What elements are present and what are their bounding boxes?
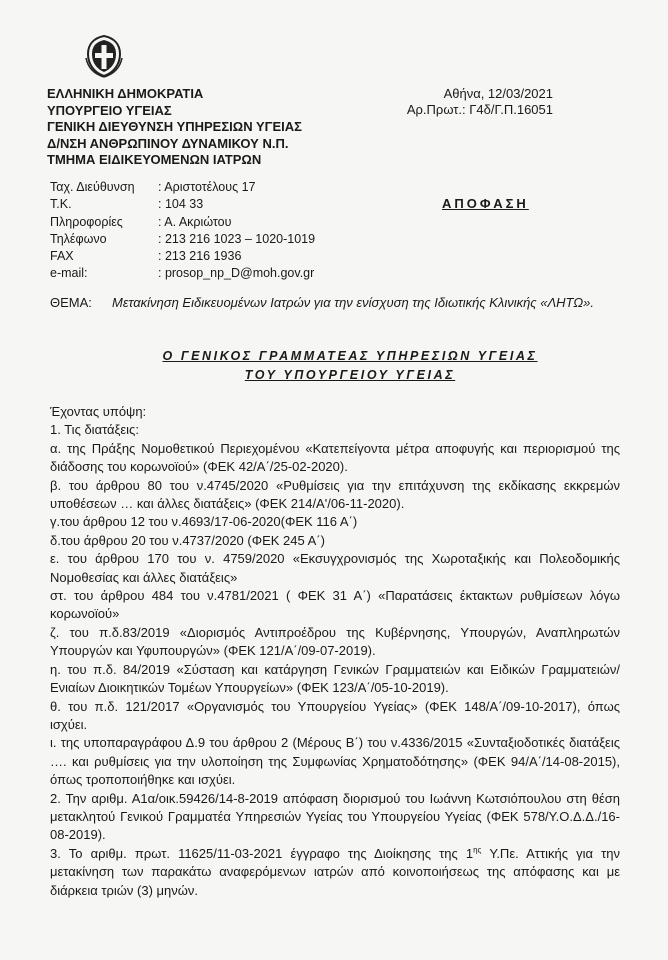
provision-d: δ.του άρθρου 20 του ν.4737/2020 (ΦΕΚ 245 Α΄)	[50, 532, 325, 548]
contact-row-address	[50, 179, 315, 196]
heading-line-1: Ο ΓΕΝΙΚΟΣ ΓΡΑΜΜΑΤΕΑΣ ΥΠΗΡΕΣΙΩΝ ΥΓΕΙΑΣ	[162, 349, 538, 363]
provision-z: ζ. του π.δ.83/2019 «Διορισμός Αντιπροέδρου της Κυβέρνησης, Υπουργών, Αναπληρωτών Υπουργών και Υφυπουργών» (ΦΕΚ 121/Α΄/09-07-2019).	[50, 624, 620, 659]
provision-b: β. του άρθρου 80 του ν.4745/2020 «Ρυθμίσεις για την επιτάχυνση της εκδίκασης εκκρεμών υποθέσεων … και άλλες διατάξεις» (ΦΕΚ 214/Α'/06-11-2020).	[50, 477, 620, 512]
contact-details	[50, 179, 315, 283]
item-3-ordinal: ης	[473, 845, 482, 855]
date-protocol-block	[398, 86, 553, 118]
item-3	[50, 845, 620, 900]
provision-e: ε. του άρθρου 170 του ν. 4759/2020 «Εκσυγχρονισμός της Χωροταξικής και Πολεοδομικής Νομοθεσίας και άλλες διατάξεις»	[50, 551, 620, 585]
contact-label: Πληροφορίες	[50, 214, 123, 229]
intro-line: Έχοντας υπόψη:	[50, 404, 147, 419]
provision-g: γ.του άρθρου 12 του ν.4693/17-06-2020(ΦΕΚ 116 Α΄)	[50, 514, 358, 530]
contact-row-email	[50, 265, 315, 282]
contact-label: Τ.Κ.	[50, 197, 72, 212]
org-line-2: ΥΠΟΥΡΓΕΙΟ ΥΓΕΙΑΣ	[47, 102, 172, 118]
contact-row-postcode	[50, 196, 315, 213]
org-line-1: ΕΛΛΗΝΙΚΗ ΔΗΜΟΚΡΑΤΙΑ	[47, 86, 204, 101]
contact-value: : prosop_np_D@moh.gov.gr	[158, 266, 315, 281]
provision-i: η. του π.δ. 84/2019 «Σύσταση και κατάργηση Γενικών Γραμματειών και Ειδικών Γραμματειών/Ενιαίων Διοικητικών Τομέων Υπουργείων» (ΦΕΚ 123/Α΄/05-10-2019).	[50, 661, 620, 696]
item-3-text-end: Υ.Πε. Αττικής για την μετακίνηση των παρακάτω αναφερόμενων ιατρών από κοινοποιήσεως της απόφασης και με διάρκεια τριών (3) μηνών.	[50, 845, 620, 898]
contact-label: FAX	[50, 249, 74, 264]
greek-coat-of-arms-icon	[84, 34, 124, 78]
item-2: 2. Την αριθμ. Α1α/οικ.59426/14-8-2019 απόφαση διορισμού του Ιωάννη Κωτσιόπουλου στη θέση μετακλητού Γενικού Γραμματέα Υπηρεσιών Υγείας του Υπουργείου Υγείας (ΦΕΚ 578/Υ.Ο.Δ.Δ./16-08-2019).	[50, 790, 620, 843]
document-date: Αθήνα, 12/03/2021	[443, 86, 553, 101]
protocol-number: Αρ.Πρωτ.: Γ4δ/Γ.Π.16051	[406, 102, 553, 117]
provision-iota: ι. της υποπαραγράφου Δ.9 του άρθρου 2 (Μέρους Β΄) του ν.4336/2015 «Συνταξιοδοτικές διατάξεις …. και ρυθμίσεις για την υλοποίηση της Συμφωνίας Χρηματοδότησης» (ΦΕΚ 94/Α΄/14-08-2015), όπως τροποποιήθηκε και ισχύει.	[50, 735, 620, 788]
contact-value: : Αριστοτέλους 17	[158, 180, 256, 194]
subject-text: Μετακίνηση Ειδικευομένων Ιατρών για την ενίσχυση της Ιδιωτικής Κλινικής «ΛΗΤΩ».	[112, 295, 594, 310]
heading-line-2: ΤΟΥ ΥΠΟΥΡΓΕΙΟΥ ΥΓΕΙΑΣ	[244, 368, 456, 382]
issuing-authority	[47, 86, 302, 169]
contact-value: : 213 216 1023 – 1020-1019	[158, 231, 316, 246]
item-3-text-start: 3. Το αριθμ. πρωτ. 11625/11-03-2021 έγγραφο της Διοίκησης της 1	[50, 845, 474, 861]
contact-row-info	[50, 214, 315, 231]
provision-a: α. της Πράξης Νομοθετικού Περιεχομένου «Κατεπείγοντα μέτρα αποφυγής και περιορισμού της διάδοσης του κορωνοϊού» (ΦΕΚ 42/Α΄/25-02-2020).	[50, 440, 620, 475]
contact-value: : 213 216 1936	[158, 249, 242, 264]
org-line-3: ΓΕΝΙΚΗ ΔΙΕΥΘΥΝΣΗ ΥΠΗΡΕΣΙΩΝ ΥΓΕΙΑΣ	[47, 119, 302, 135]
contact-value: : Α. Ακριώτου	[158, 214, 232, 229]
contact-row-phone	[50, 231, 315, 248]
contact-value: : 104 33	[158, 197, 204, 212]
contact-row-fax	[50, 248, 315, 265]
decision-body	[50, 403, 620, 900]
org-line-5: ΤΜΗΜΑ ΕΙΔΙΚΕΥΟΜΕΝΩΝ ΙΑΤΡΩΝ	[47, 152, 262, 168]
decision-label: ΑΠΟΦΑΣΗ	[442, 196, 529, 211]
contact-label: e-mail:	[50, 266, 88, 281]
org-line-4: Δ/ΝΣΗ ΑΝΘΡΩΠΙΝΟΥ ΔΥΝΑΜΙΚΟΥ Ν.Π.	[47, 135, 289, 151]
subject-label: ΘΕΜΑ:	[50, 295, 92, 310]
contact-label: Τηλέφωνο	[50, 231, 107, 246]
item-1: 1. Τις διατάξεις:	[50, 422, 139, 438]
subject-block	[50, 294, 620, 311]
provision-th: θ. του π.δ. 121/2017 «Οργανισμός του Υπουργείου Υγείας» (ΦΕΚ 148/Α΄/09-10-2017), όπως ισχύει.	[50, 698, 620, 732]
contact-label: Ταχ. Διεύθυνση	[50, 180, 135, 194]
provision-st: στ. του άρθρου 484 του ν.4781/2021 ( ΦΕΚ 31 Α΄) «Παρατάσεις έκτακτων ρυθμίσεων λόγω κορωνοϊού»	[50, 588, 620, 622]
